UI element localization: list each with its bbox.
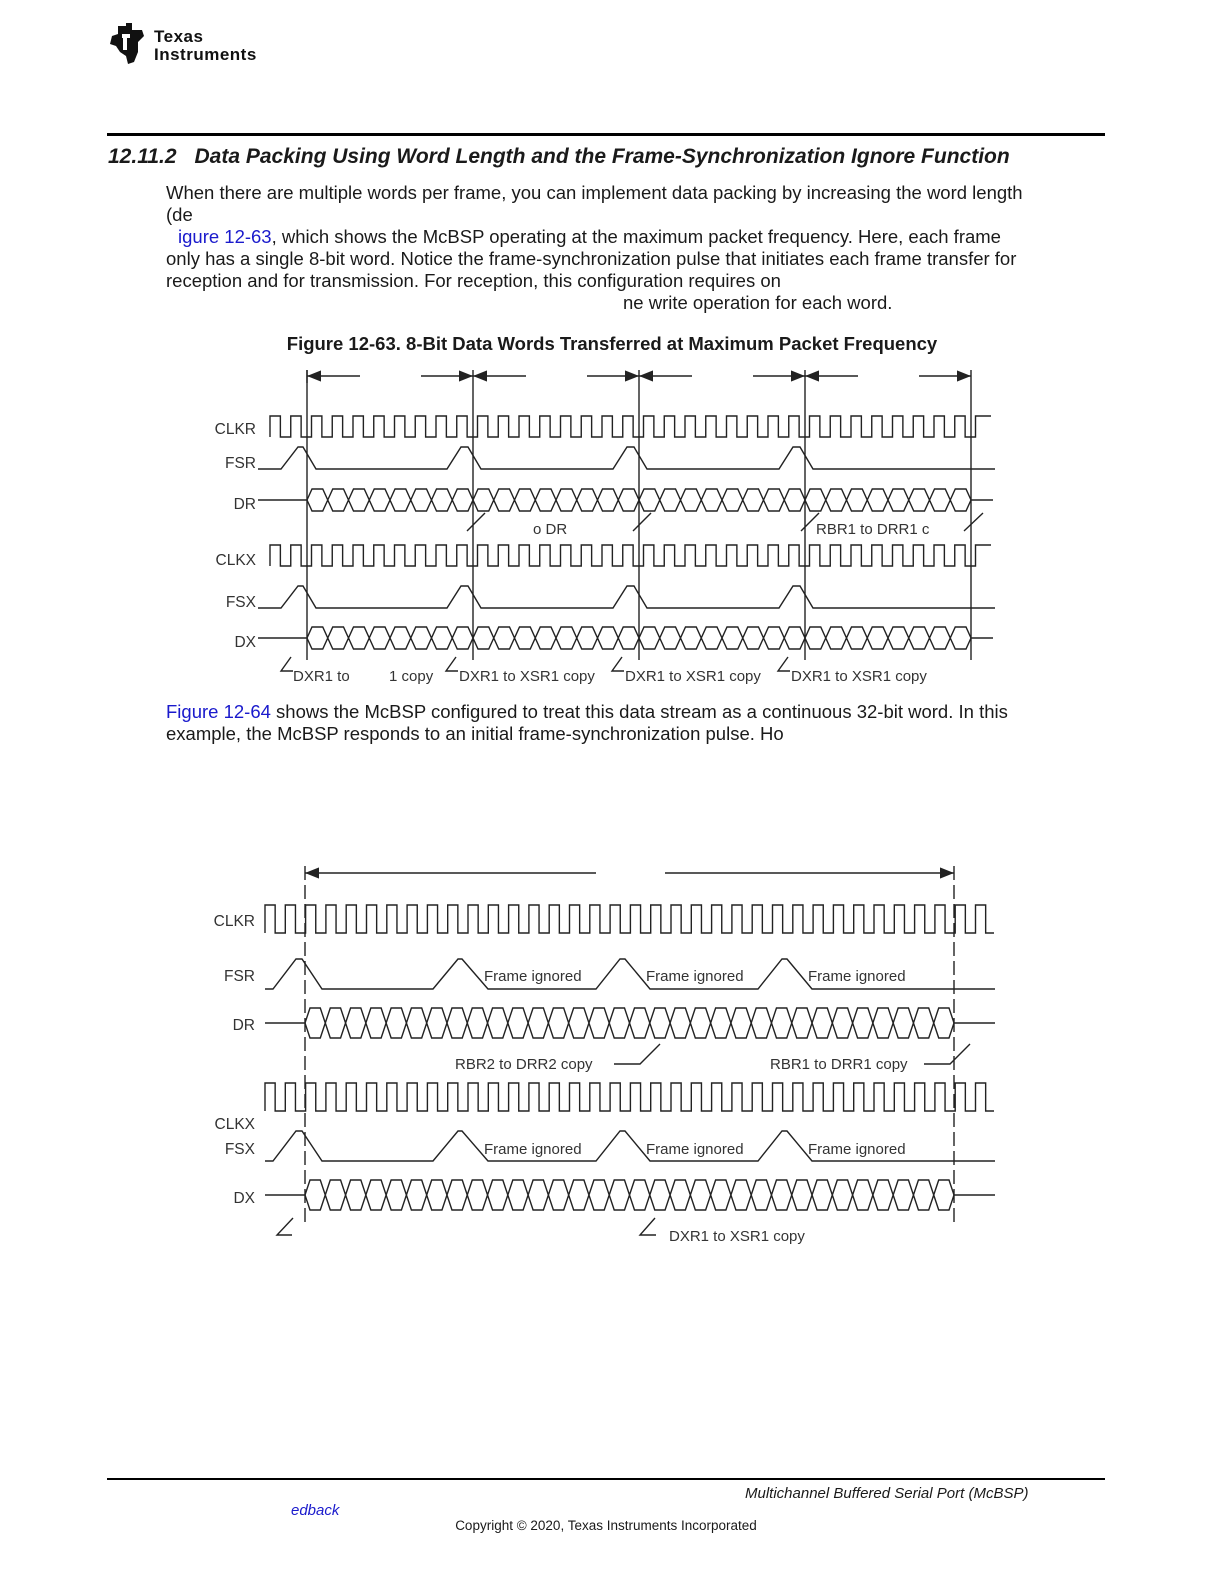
signal-label-clkr-2: CLKR (213, 913, 255, 930)
transmit-copy-tick (778, 657, 790, 671)
receive-note-rbr2: RBR2 to DRR2 copy (455, 1056, 593, 1073)
figure-12-64-labels (214, 913, 908, 1245)
signal-label-clkx-2: CLKX (214, 1116, 255, 1133)
receive-copy-tick (964, 513, 983, 531)
signal-label-fsx: FSX (225, 594, 256, 611)
clkr-waveform (270, 416, 991, 437)
signal-label-dx: DX (234, 634, 256, 651)
logo-text-line2: Instruments (154, 45, 257, 64)
fsr-waveform (258, 447, 995, 469)
logo-text-line1: Texas (154, 27, 204, 46)
signal-label-dr-2: DR (232, 1017, 255, 1034)
transmit-copy-tick-start (277, 1218, 293, 1235)
fsr-frame-ignored-2: Frame ignored (646, 968, 744, 985)
fsx-frame-ignored-1: Frame ignored (484, 1141, 582, 1158)
intro-line-5: reception and for transmission. For reception, this configuration requires on (166, 270, 781, 291)
figure-12-63-link[interactable]: igure 12-63 (178, 226, 272, 247)
section-title: Data Packing Using Word Length and the Frame-Synchronization Ignore Function (194, 145, 1010, 168)
transmit-note-4: DXR1 to XSR1 copy (625, 668, 761, 685)
intro-line-6: ne write operation for each word. (623, 292, 893, 313)
middle-line-2: example, the McBSP responds to an initial frame-synchronization pulse. Ho (166, 723, 784, 744)
signal-label-dr: DR (233, 496, 256, 513)
transmit-note-5: DXR1 to XSR1 copy (791, 668, 927, 685)
intro-line-2: (de (166, 204, 193, 225)
figure-12-63-caption: Figure 12-63. 8-Bit Data Words Transferred at Maximum Packet Frequency (286, 333, 938, 354)
signal-label-clkx: CLKX (215, 552, 256, 569)
intro-line-1: When there are multiple words per frame, you can implement data packing by increasing the word length (166, 182, 1023, 203)
signal-label-fsr: FSR (225, 455, 256, 472)
transmit-copy-tick (612, 657, 624, 671)
signal-label-clkr: CLKR (214, 421, 256, 438)
transmit-copy-tick-dxr1 (640, 1218, 656, 1235)
receive-note-1: o DR (533, 521, 568, 538)
receive-note-rbr1: RBR1 to DRR1 copy (770, 1056, 908, 1073)
dx-waveform-2 (265, 1180, 995, 1210)
clkx-waveform-2 (265, 1083, 994, 1111)
transmit-note-3: DXR1 to XSR1 copy (459, 668, 595, 685)
receive-copy-tick-rbr1 (924, 1044, 970, 1064)
fsx-frame-ignored-3: Frame ignored (808, 1141, 906, 1158)
signal-label-dx-2: DX (233, 1190, 255, 1207)
transmit-note-2: 1 copy (389, 668, 434, 685)
dr-waveform (258, 489, 993, 511)
receive-note-2: RBR1 to DRR1 c (816, 521, 930, 538)
transmit-copy-tick (281, 657, 293, 671)
intro-line-3-rest: , which shows the McBSP operating at the maximum packet frequency. Here, each frame (271, 226, 1001, 247)
clkx-waveform (270, 545, 991, 566)
figure-12-64-link[interactable]: Figure 12-64 (166, 701, 271, 722)
signal-label-fsx-2: FSX (224, 1141, 255, 1158)
fsr-frame-ignored-1: Frame ignored (484, 968, 582, 985)
figure-12-64-diagram (265, 866, 995, 1235)
intro-line-4: only has a single 8-bit word. Notice the frame-synchronization pulse that initiates each frame transfer for (166, 248, 1017, 269)
transmit-copy-tick (446, 657, 458, 671)
footer-rule (107, 1478, 1105, 1480)
fsr-frame-ignored-3: Frame ignored (808, 968, 906, 985)
fsx-frame-ignored-2: Frame ignored (646, 1141, 744, 1158)
clkr-waveform-2 (265, 905, 994, 933)
footer-copyright: Copyright © 2020, Texas Instruments Incorporated (455, 1518, 757, 1533)
footer-feedback-link[interactable]: edback (291, 1502, 340, 1519)
signal-label-fsr-2: FSR (224, 968, 255, 985)
dr-waveform-2 (265, 1008, 995, 1038)
receive-copy-tick (633, 513, 651, 531)
footer-doc-title: Multichannel Buffered Serial Port (McBSP) (745, 1485, 1029, 1502)
transmit-note-1: DXR1 to (293, 668, 350, 685)
section-number: 12.11.2 (108, 145, 177, 168)
receive-copy-tick (467, 513, 485, 531)
middle-line-1 (166, 701, 1008, 723)
transmit-note-dxr1: DXR1 to XSR1 copy (669, 1228, 805, 1245)
receive-copy-tick-rbr2 (614, 1044, 660, 1064)
middle-line-1-rest: shows the McBSP configured to treat this data stream as a continuous 32-bit word. In this (270, 701, 1008, 722)
dx-waveform (258, 627, 993, 649)
fsx-waveform (258, 586, 995, 608)
